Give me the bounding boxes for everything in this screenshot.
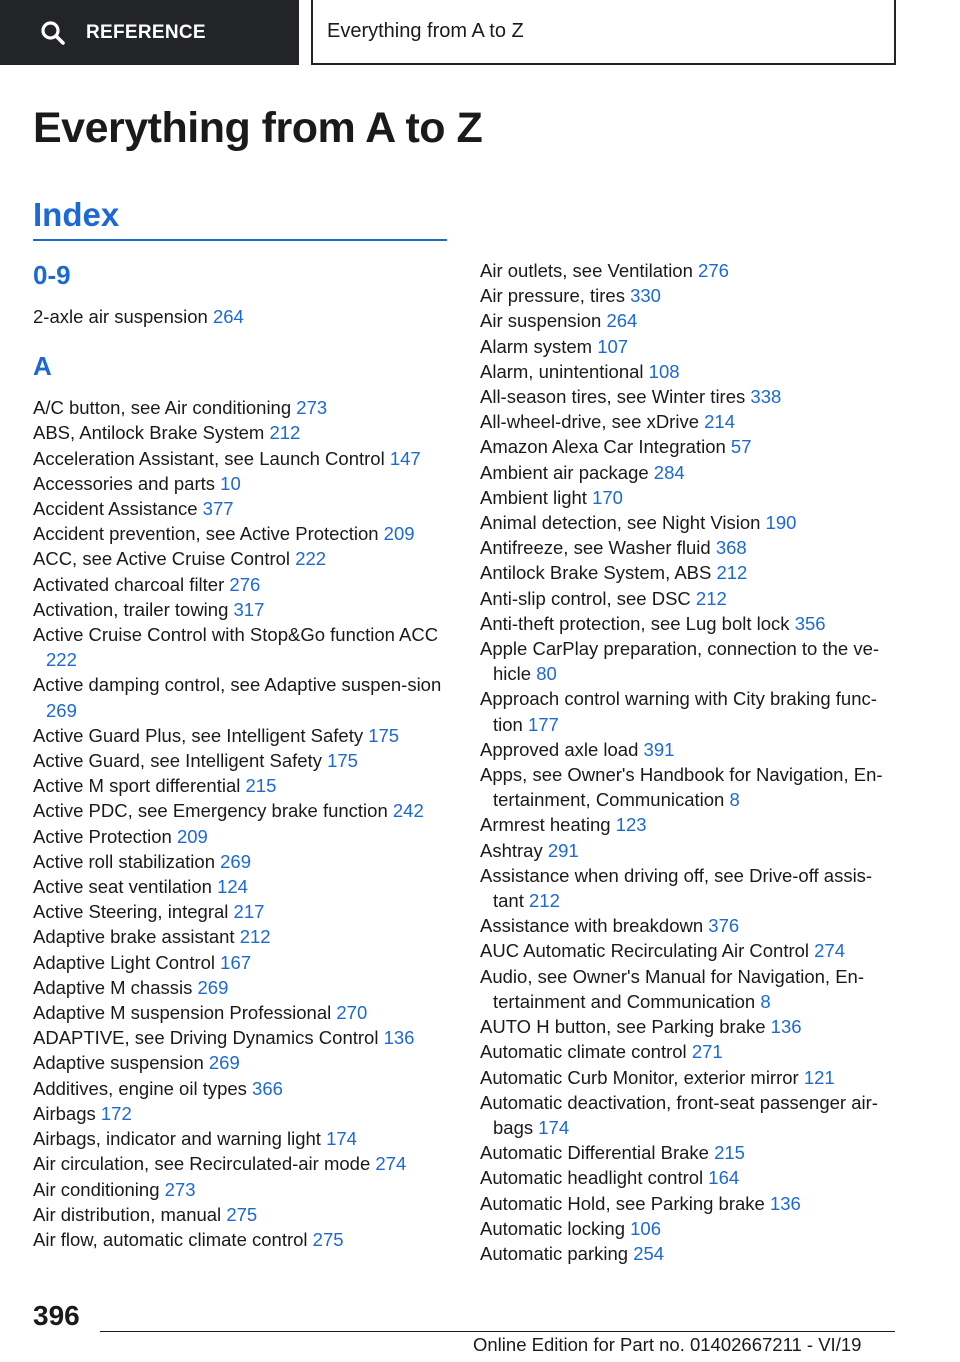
page-link[interactable]: 317	[233, 598, 265, 620]
index-entry	[480, 737, 900, 762]
page-link[interactable]: 275	[226, 1203, 258, 1225]
page-link[interactable]: 8	[760, 990, 771, 1012]
index-entry-text: Alarm system	[480, 335, 593, 357]
page-link[interactable]: 215	[714, 1142, 745, 1164]
index-entry-text: Ambient light	[480, 486, 587, 508]
page-link[interactable]: 276	[229, 573, 261, 595]
index-entry	[480, 283, 900, 308]
index-entry-text: Armrest heating	[480, 814, 611, 836]
page-link[interactable]: 269	[208, 1052, 240, 1074]
index-entry-text: Air flow, automatic climate control	[33, 1228, 308, 1250]
index-entry	[480, 1014, 900, 1039]
index-entry	[33, 1177, 453, 1202]
index-entry	[480, 913, 900, 938]
page-link[interactable]: 57	[730, 436, 752, 458]
index-entry-text: Active Cruise Control with Stop&Go function ACC	[33, 624, 439, 646]
index-entry-text: ACC, see Active Cruise Control	[33, 548, 291, 570]
index-entry-text: Ambient air package	[480, 461, 649, 483]
index-entry	[480, 938, 900, 963]
page-link[interactable]: 275	[312, 1228, 344, 1250]
index-entry-text: Automatic Differential Brake	[480, 1142, 709, 1164]
index-entry-text: Accident Assistance	[33, 498, 198, 520]
index-entry	[33, 1151, 453, 1176]
page-link[interactable]: 242	[392, 800, 424, 822]
index-entry-text: Air suspension	[480, 310, 602, 332]
index-entry-text: Active seat ventilation	[33, 876, 212, 898]
index-entry-text: Acceleration Assistant, see Launch Control	[33, 447, 385, 469]
page-link[interactable]: 264	[606, 310, 638, 332]
index-entry-text: A/C button, see Air conditioning	[33, 397, 292, 419]
index-entry-text: Air circulation, see Recirculated-air mode	[33, 1153, 371, 1175]
index-entry	[33, 420, 453, 445]
index-column-right	[480, 258, 900, 1266]
index-entry	[480, 1090, 900, 1140]
page-link[interactable]: 270	[336, 1002, 368, 1024]
index-heading: Index	[33, 196, 120, 233]
index-entry-text: Antifreeze, see Washer fluid	[480, 537, 711, 559]
index-entry	[33, 1076, 453, 1101]
page-link[interactable]: 264	[212, 306, 244, 327]
index-entry	[33, 1227, 453, 1252]
page-number: 396	[33, 1300, 80, 1331]
page-link[interactable]: 222	[295, 548, 327, 570]
index-entry	[33, 622, 453, 672]
page-link[interactable]: 175	[327, 750, 358, 772]
page-link[interactable]: 330	[630, 285, 661, 307]
index-entry	[33, 471, 453, 496]
index-entry	[480, 1140, 900, 1165]
index-divider	[33, 239, 447, 241]
index-entry	[480, 838, 900, 863]
index-entry	[480, 636, 900, 686]
index-entry-text: Automatic parking	[480, 1242, 629, 1264]
page-link[interactable]: 356	[794, 612, 826, 634]
index-entry	[480, 611, 900, 636]
index-entry	[480, 535, 900, 560]
index-letter-0-9: 0-9	[33, 260, 71, 290]
page-link[interactable]: 269	[197, 976, 229, 998]
index-entry	[33, 1101, 453, 1126]
index-entry	[480, 812, 900, 837]
index-entry	[33, 824, 453, 849]
index-entry	[480, 1039, 900, 1064]
index-entry	[480, 485, 900, 510]
page-link[interactable]: 124	[217, 876, 248, 898]
page-link[interactable]: 269	[46, 699, 77, 721]
page-link[interactable]: 377	[202, 498, 234, 520]
index-entry-text: Apple CarPlay preparation, connection to the ve‐hicle	[480, 638, 880, 685]
index-entry	[33, 975, 453, 1000]
index-entry-text: Alarm, unintentional	[480, 360, 644, 382]
page-link[interactable]: 174	[538, 1116, 570, 1138]
index-entry-text: Anti-slip control, see DSC	[480, 587, 691, 609]
index-entry-text: Air distribution, manual	[33, 1203, 222, 1225]
page-link[interactable]: 80	[536, 663, 557, 685]
index-entry-text: Adaptive M suspension Professional	[33, 1002, 332, 1024]
index-entry-text: Approved axle load	[480, 738, 639, 760]
index-entry	[480, 1191, 900, 1216]
index-entry-text: Adaptive brake assistant	[33, 926, 235, 948]
index-entry-text: Active Steering, integral	[33, 901, 229, 923]
index-entry	[33, 1202, 453, 1227]
index-entry-text: Active roll stabilization	[33, 850, 215, 872]
index-group-a	[33, 395, 453, 1252]
page-link[interactable]: 274	[375, 1153, 407, 1175]
footer-divider	[100, 1331, 895, 1332]
index-entry-text: Accessories and parts	[33, 472, 216, 494]
index-entry-text: Activated charcoal filter	[33, 573, 225, 595]
index-entry	[480, 308, 900, 333]
index-entry-text: Apps, see Owner's Handbook for Navigation, En‐tertainment, Communication	[480, 764, 883, 811]
page-link[interactable]: 368	[715, 537, 747, 559]
index-letter-a: A	[33, 351, 52, 382]
index-entry	[33, 597, 453, 622]
page-link[interactable]: 338	[750, 386, 782, 408]
index-entry-text: All-season tires, see Winter tires	[480, 386, 746, 408]
index-entry	[480, 258, 900, 283]
index-entry	[33, 924, 453, 949]
index-entry-text: Air outlets, see Ventilation	[480, 260, 693, 281]
index-entry	[480, 560, 900, 585]
index-entry-text: AUC Automatic Recirculating Air Control	[480, 940, 810, 962]
index-entry-text: Approach control warning with City braking func‐tion	[480, 688, 877, 735]
page-link[interactable]: 175	[368, 724, 400, 746]
page-link[interactable]: 273	[296, 397, 328, 419]
index-entry-text: Airbags	[33, 1102, 96, 1124]
page-link[interactable]: 214	[704, 411, 735, 433]
page-link[interactable]: 121	[803, 1066, 835, 1088]
index-entry	[480, 964, 900, 1014]
index-column-left	[33, 258, 453, 1252]
index-entry-text: Antilock Brake System, ABS	[480, 562, 712, 584]
page-link[interactable]: 174	[326, 1128, 357, 1150]
index-entry-text: AUTO H button, see Parking brake	[480, 1016, 766, 1038]
index-entry	[480, 762, 900, 812]
page-link[interactable]: 366	[252, 1077, 283, 1099]
index-entry	[480, 384, 900, 409]
index-entry	[33, 521, 453, 546]
index-entry-text: Air pressure, tires	[480, 285, 625, 307]
page-link[interactable]: 212	[269, 422, 301, 444]
index-entry	[480, 409, 900, 434]
page-link[interactable]: 222	[46, 649, 77, 671]
index-entry-text: ADAPTIVE, see Driving Dynamics Control	[33, 1027, 379, 1049]
index-entry-text: Assistance when driving off, see Drive-off assis‐tant	[480, 864, 873, 912]
index-entry-text: Active Protection	[33, 825, 172, 847]
page-link[interactable]: 284	[653, 461, 685, 483]
index-entry	[33, 395, 453, 420]
chapter-tab[interactable]	[311, 0, 896, 65]
index-entry	[33, 546, 453, 571]
index-entry	[33, 446, 453, 471]
index-entry-text: Automatic locking	[480, 1217, 625, 1239]
index-entry	[480, 686, 900, 736]
index-entry	[480, 334, 900, 359]
page-link[interactable]: 164	[708, 1167, 740, 1189]
page-link[interactable]: 177	[527, 713, 559, 735]
index-entry	[480, 460, 900, 485]
page-link[interactable]: 136	[769, 1192, 801, 1214]
index-entry	[480, 434, 900, 459]
page-link[interactable]: 274	[814, 940, 846, 962]
search-icon	[40, 20, 66, 46]
index-entry	[480, 586, 900, 611]
page-link[interactable]: 212	[529, 890, 560, 912]
page-link[interactable]: 190	[765, 512, 797, 534]
index-entry-text: Active M sport differential	[33, 775, 241, 797]
index-entry-text: Adaptive suspension	[33, 1052, 204, 1074]
page-link[interactable]: 215	[245, 775, 277, 797]
index-entry	[33, 748, 453, 773]
index-entry	[33, 496, 453, 521]
page-link[interactable]: 291	[547, 839, 579, 861]
index-entry-text: Adaptive Light Control	[33, 951, 216, 973]
index-entry-text: Assistance with breakdown	[480, 915, 704, 937]
page-link[interactable]: 8	[729, 789, 740, 811]
page-link[interactable]: 136	[383, 1027, 415, 1049]
index-entry-text: Ashtray	[480, 839, 543, 861]
index-entry-text: ABS, Antilock Brake System	[33, 422, 265, 444]
edition-note: Online Edition for Part no. 01402667211 - VI/19	[473, 1334, 862, 1355]
page-link[interactable]: 147	[389, 447, 421, 469]
index-entry-text: Amazon Alexa Car Integration	[480, 436, 726, 458]
index-entry	[480, 863, 900, 913]
index-entry	[33, 672, 453, 722]
index-entry-text: Activation, trailer towing	[33, 598, 229, 620]
index-entry	[480, 359, 900, 384]
page-link[interactable]: 136	[770, 1016, 802, 1038]
index-entry-text: Audio, see Owner's Manual for Navigation, En‐tertainment and Communication	[480, 965, 865, 1012]
page-link[interactable]: 212	[239, 926, 271, 948]
index-entry-text: Automatic Curb Monitor, exterior mirror	[480, 1066, 799, 1088]
index-entry	[33, 1050, 453, 1075]
page-link[interactable]: 273	[164, 1178, 196, 1200]
index-entry-text: Animal detection, see Night Vision	[480, 512, 761, 534]
index-entry-text: 2-axle air suspension	[33, 306, 208, 327]
index-entry	[33, 1025, 453, 1050]
page-link[interactable]: 167	[220, 951, 252, 973]
index-entry-text: All-wheel-drive, see xDrive	[480, 411, 699, 433]
index-entry	[33, 773, 453, 798]
index-entry-text: Active damping control, see Adaptive suspen‐sion	[33, 674, 442, 696]
page-link[interactable]: 391	[643, 738, 675, 760]
index-entry-text: Active Guard, see Intelligent Safety	[33, 750, 322, 772]
index-entry-text: Active Guard Plus, see Intelligent Safety	[33, 724, 364, 746]
page-link[interactable]: 107	[597, 335, 629, 357]
index-entry-text: Air conditioning	[33, 1178, 160, 1200]
index-entry	[480, 1216, 900, 1241]
index-entry-text: Airbags, indicator and warning light	[33, 1128, 321, 1150]
page-link[interactable]: 217	[233, 901, 265, 923]
index-entry-text: Automatic deactivation, front-seat passenger air‐bags	[480, 1091, 878, 1138]
index-entry	[33, 304, 453, 329]
index-entry	[33, 950, 453, 975]
index-entry	[33, 849, 453, 874]
index-entry-text: Automatic Hold, see Parking brake	[480, 1192, 765, 1214]
page-link[interactable]: 209	[176, 825, 208, 847]
index-entry	[33, 572, 453, 597]
page-link[interactable]: 10	[220, 472, 241, 494]
index-entry-text: Accident prevention, see Active Protection	[33, 523, 379, 545]
index-entry-text: Active PDC, see Emergency brake function	[33, 800, 388, 822]
index-group-0-9	[33, 304, 453, 329]
index-entry-text: Anti-theft protection, see Lug bolt lock	[480, 612, 790, 634]
index-entry-text: Adaptive M chassis	[33, 976, 193, 998]
reference-tab[interactable]	[0, 0, 299, 65]
index-entry-text: Additives, engine oil types	[33, 1077, 247, 1099]
page-link[interactable]: 376	[708, 915, 740, 937]
index-entry	[480, 1241, 900, 1266]
page-link[interactable]: 254	[633, 1242, 665, 1264]
index-entry	[33, 1126, 453, 1151]
page-link[interactable]: 106	[630, 1217, 661, 1239]
index-entry	[33, 1000, 453, 1025]
page-link[interactable]: 172	[100, 1102, 132, 1124]
page-link[interactable]: 276	[698, 260, 729, 281]
index-entry	[33, 723, 453, 748]
index-entry	[33, 798, 453, 823]
index-entry	[33, 899, 453, 924]
page-link[interactable]: 212	[695, 587, 727, 609]
page-title: Everything from A to Z	[33, 104, 483, 152]
index-entry	[480, 1165, 900, 1190]
page-link[interactable]: 108	[648, 360, 680, 382]
reference-tab-label: REFERENCE	[86, 21, 206, 43]
page-link[interactable]: 123	[615, 814, 647, 836]
index-entry	[480, 510, 900, 535]
index-entry	[33, 874, 453, 899]
index-group-a-continued	[480, 258, 900, 1266]
page-link[interactable]: 269	[220, 850, 252, 872]
index-entry-text: Automatic headlight control	[480, 1167, 704, 1189]
page-link[interactable]: 212	[716, 562, 748, 584]
index-entry-text: Automatic climate control	[480, 1041, 687, 1063]
index-entry	[480, 1065, 900, 1090]
page-link[interactable]: 271	[691, 1041, 723, 1063]
page-link[interactable]: 209	[383, 523, 415, 545]
chapter-tab-label: Everything from A to Z	[327, 20, 524, 42]
page-link[interactable]: 170	[592, 486, 623, 508]
